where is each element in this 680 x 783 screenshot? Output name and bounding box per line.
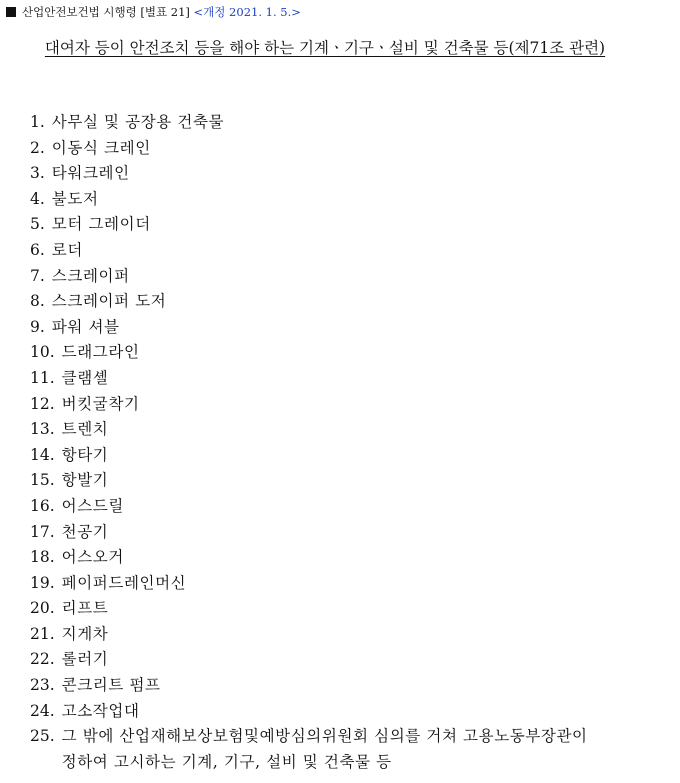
item-number: 3. [30, 164, 45, 183]
item-text: 트렌치 [61, 420, 109, 439]
item-number: 1. [30, 113, 45, 131]
item-text: 클램셸 [61, 368, 109, 387]
item-number: 5. [30, 215, 45, 234]
item-text: 스크레이퍼 [51, 266, 130, 285]
item-text: 드래그라인 [61, 343, 140, 362]
document-header [6, 4, 301, 20]
item-number: 2. [30, 138, 45, 157]
item-number: 24. [30, 701, 55, 720]
item-text: 지게차 [61, 624, 109, 643]
item-text: 항발기 [61, 471, 109, 490]
item-text: 사무실 및 공장용 건축물 [51, 113, 225, 131]
item-text: 로더 [51, 240, 83, 259]
item-number: 11. [30, 368, 55, 387]
item-number: 20. [30, 599, 55, 618]
list-item [30, 699, 660, 725]
list-item [30, 417, 660, 443]
item-number: 23. [30, 676, 55, 695]
item-text: 스크레이퍼 도저 [51, 292, 167, 311]
item-text: 타워크레인 [51, 164, 130, 183]
list-item [30, 161, 660, 187]
item-text: 어스드릴 [61, 496, 124, 515]
item-text: 그 밖에 산업재해보상보험및예방심의위원회 심의를 거쳐 고용노동부장관이 [61, 727, 588, 746]
item-text: 콘크리트 펌프 [61, 676, 161, 695]
list-item [30, 724, 660, 775]
list-item [30, 238, 660, 264]
item-text: 롤러기 [61, 650, 109, 669]
list-item [30, 212, 660, 238]
item-text: 리프트 [61, 599, 109, 618]
list-item [30, 673, 660, 699]
list-item [30, 187, 660, 213]
item-number: 8. [30, 292, 45, 311]
item-number: 7. [30, 266, 45, 285]
item-number: 15. [30, 471, 55, 490]
list-item [30, 494, 660, 520]
list-item [30, 622, 660, 648]
list-item [30, 340, 660, 366]
list-item [30, 315, 660, 341]
square-bullet-icon [6, 7, 16, 17]
document-title: 대여자 등이 안전조치 등을 해야 하는 기계ㆍ기구ㆍ설비 및 건축물 등(제71조 관련) [44, 39, 606, 57]
list-item [30, 571, 660, 597]
item-number: 19. [30, 573, 55, 592]
amendment-note: <개정 2021. 1. 5.> [193, 5, 301, 19]
item-text-block [62, 724, 588, 775]
item-number: 25. [30, 727, 55, 746]
item-number: 16. [30, 496, 55, 515]
item-number: 9. [30, 317, 45, 336]
list-item [30, 289, 660, 315]
item-text: 모터 그레이더 [51, 215, 151, 234]
law-reference: 산업안전보건법 시행령 [별표 21] [22, 5, 190, 19]
item-number: 6. [30, 240, 45, 259]
item-text: 페이퍼드레인머신 [61, 573, 187, 592]
item-number: 18. [30, 548, 55, 567]
item-text: 버킷굴착기 [61, 394, 140, 413]
item-text: 어스오거 [61, 548, 124, 567]
list-item [30, 443, 660, 469]
item-text-continuation: 정하여 고시하는 기계, 기구, 설비 및 건축물 등 [61, 752, 392, 771]
item-text: 고소작업대 [61, 701, 140, 720]
item-list [30, 110, 660, 775]
list-item [30, 264, 660, 290]
item-text: 이동식 크레인 [51, 138, 151, 157]
item-number: 4. [30, 189, 45, 208]
list-item [30, 545, 660, 571]
item-number: 21. [30, 624, 55, 643]
list-item [30, 596, 660, 622]
item-number: 10. [30, 343, 55, 362]
list-item [30, 520, 660, 546]
item-number: 17. [30, 522, 55, 541]
list-item [30, 647, 660, 673]
list-item [30, 468, 660, 494]
list-item [30, 392, 660, 418]
item-text: 천공기 [61, 522, 109, 541]
list-item [30, 366, 660, 392]
item-text: 불도저 [51, 189, 99, 208]
item-number: 22. [30, 650, 55, 669]
item-number: 13. [30, 420, 55, 439]
item-number: 14. [30, 445, 55, 464]
item-number: 12. [30, 394, 55, 413]
list-item [30, 110, 660, 136]
item-text: 항타기 [61, 445, 109, 464]
item-text: 파워 셔블 [51, 317, 120, 336]
list-item [30, 136, 660, 162]
